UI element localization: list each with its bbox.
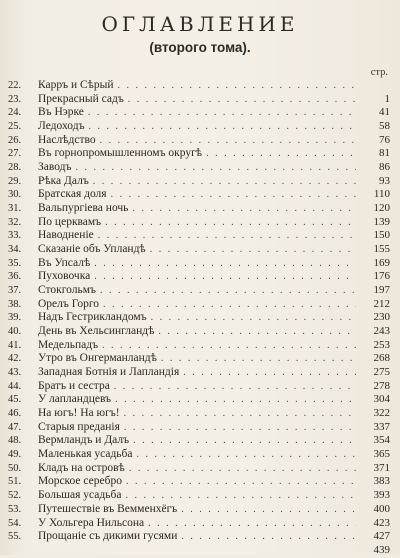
dot-leader [111,188,356,202]
dot-leader [181,530,356,544]
toc-entry-number: 39. [8,312,22,324]
toc-entry-page: 197 [373,284,390,297]
dot-leader [115,393,356,407]
page-title: ОГЛАВЛЕНИЕ [101,12,299,36]
toc-entry [8,202,390,216]
toc-entry-title: Кладъ на островѣ [38,461,125,474]
toc-entry-page: 427 [373,530,390,543]
toc-entry-page: 150 [373,229,390,242]
toc-entry [8,489,390,503]
dot-leader [125,489,356,503]
dot-leader [94,257,356,271]
toc-entry-number: 27. [8,148,22,160]
dot-leader [124,421,356,435]
toc-entry-number: 31. [8,203,22,215]
toc-entry-number: 50. [8,462,22,474]
toc-entry-page: 230 [373,311,390,324]
toc-entry-number: 36. [8,271,22,283]
toc-entry-title: Западная Ботнія и Лапландія [38,366,180,379]
toc-entry-title: Надъ Гестрикландомъ [38,311,147,324]
dot-leader [151,311,356,325]
toc-entry-number: 32. [8,216,22,228]
toc-entry-page: 304 [373,393,390,406]
table-of-contents [8,79,390,558]
dot-leader [137,448,356,462]
toc-entry-number: 43. [8,367,22,379]
toc-entry-title: Прекрасный садъ [38,92,124,105]
toc-entry-number: 52. [8,490,22,502]
toc-entry-title: Орелъ Горго [38,297,100,310]
toc-entry [8,257,390,271]
toc-entry-page: 354 [373,434,390,447]
toc-entry-page: 1 [384,92,390,105]
toc-entry-title: День въ Хельсингландѣ [38,325,155,338]
toc-entry [8,530,390,544]
dot-leader [158,325,356,339]
toc-entry [8,270,390,284]
toc-entry-number: 37. [8,285,22,297]
dot-leader [98,229,356,243]
dot-leader [103,298,356,312]
dot-leader [129,462,356,476]
toc-entry [8,284,390,298]
dot-leader [102,339,356,353]
dot-leader [89,120,356,134]
toc-entry-page: 337 [373,420,390,433]
toc-entry-page: 76 [379,133,390,146]
toc-entry-page: 41 [379,106,390,119]
toc-entry-page: 322 [373,407,390,420]
toc-entry-title: Наводненіе [38,229,94,242]
toc-entry [8,147,390,161]
toc-entry-number: 53. [8,503,22,515]
toc-entry [8,106,390,120]
toc-entry [8,475,390,489]
toc-entry [8,503,390,517]
toc-entry-number: 44. [8,380,22,392]
toc-entry-title: У лапландцевъ [38,393,112,406]
toc-entry [8,79,390,93]
dot-leader [124,407,356,421]
toc-entry-number: 35. [8,257,22,269]
toc-entry-page: 253 [373,338,390,351]
dot-leader [128,93,356,107]
toc-entry-title: Стокгольмъ [38,284,96,297]
toc-entry-number: 54. [8,517,22,529]
toc-entry-page: 423 [373,516,390,529]
toc-entry-page: 371 [373,461,390,474]
toc-entry [8,325,390,339]
toc-entry-title: Пуховочка [38,270,91,283]
toc-entry-number: 30. [8,189,22,201]
toc-entry [8,393,390,407]
toc-entry-title: На югъ! На югъ! [38,407,120,420]
toc-entry-title: Братская доля [38,188,107,201]
toc-entry [8,352,390,366]
dot-leader [93,175,356,189]
toc-entry [8,93,390,107]
toc-entry-page: 365 [373,448,390,461]
toc-entry [8,544,390,558]
toc-entry-page: 212 [373,297,390,310]
toc-entry-number: 47. [8,421,22,433]
toc-entry-title: Въ горнопромышленномъ округѣ [38,147,203,160]
toc-entry-page: 268 [373,352,390,365]
toc-entry-title: Въ Упсалѣ [38,256,91,269]
toc-entry-title: Старыя преданія [38,420,120,433]
toc-entry-title: Сказаніе объ Упландѣ [38,243,146,256]
toc-entry-title: Наслѣдство [38,133,96,146]
toc-entry-number: 29. [8,175,22,187]
toc-entry-title: Маленькая усадьба [38,448,133,461]
toc-entry-page: 86 [379,161,390,174]
toc-entry-number: 45. [8,394,22,406]
toc-entry-number: 22. [8,80,22,91]
toc-entry-title: Въ Нэрке [38,106,84,119]
dot-leader [181,503,356,517]
toc-entry-title: У Хольгера Нильсона [38,516,145,529]
toc-entry-number: 24. [8,107,22,119]
toc-entry [8,134,390,148]
toc-entry-title: Вермландъ и Далъ [38,434,130,447]
dot-leader [94,270,356,284]
toc-entry-number: 23. [8,93,22,105]
toc-entry [8,229,390,243]
toc-entry-page: 81 [379,147,390,160]
dot-leader [100,284,356,298]
toc-entry [8,188,390,202]
toc-entry [8,298,390,312]
toc-entry-number: 26. [8,134,22,146]
toc-entry-title: Морское серебро [38,475,122,488]
dot-leader [133,434,356,448]
toc-entry-page: 275 [373,366,390,379]
toc-entry-number: 55. [8,531,22,543]
dot-leader [183,366,356,380]
toc-entry-title: Медельпадъ [38,338,99,351]
toc-entry-number: 25. [8,121,22,133]
toc-entry-number: 46. [8,408,22,420]
dot-leader [105,216,356,230]
toc-entry-number: 34. [8,244,22,256]
toc-entry-page: 139 [373,215,390,228]
toc-entry-title: Вальпургіева ночь [38,202,129,215]
toc-entry [8,216,390,230]
dot-leader [150,243,356,257]
toc-entry-title: Братъ и сестра [38,379,110,392]
dot-leader [161,352,356,366]
toc-entry-number: 42. [8,353,22,365]
toc-entry-title: Карръ и Сѣрый [38,79,114,91]
toc-entry-page: 120 [373,202,390,215]
toc-entry [8,462,390,476]
toc-entry-page: 383 [373,475,390,488]
toc-entry-page: 439 [373,543,390,556]
dot-leader [132,202,356,216]
toc-entry [8,434,390,448]
toc-entry [8,517,390,531]
toc-entry-title: Путешествіе въ Вемменхёгъ [38,502,178,515]
page-subtitle: (второго тома). [149,40,251,55]
dot-leader [118,79,356,93]
dot-leader [148,517,356,531]
dot-leader [88,106,356,120]
toc-entry-number: 33. [8,230,22,242]
toc-entry-page: 176 [373,270,390,283]
dot-leader [100,134,356,148]
toc-entry-number: 51. [8,476,22,488]
dot-leader [114,380,356,394]
dot-leader [75,161,356,175]
toc-entry [8,175,390,189]
dot-leader [206,147,356,161]
toc-entry-title: Большая усадьба [38,489,122,502]
toc-entry [8,120,390,134]
toc-entry-page: 400 [373,502,390,515]
toc-entry [8,366,390,380]
toc-entry [8,311,390,325]
page-column-header: стр. [370,67,388,78]
toc-entry-title: По церквамъ [38,215,102,228]
toc-entry [8,161,390,175]
toc-entry-page: 278 [373,379,390,392]
toc-entry-title: Рѣка Далъ [38,174,89,187]
toc-entry-number: 28. [8,162,22,174]
toc-entry-title: Ледоходъ [38,120,85,133]
toc-entry-page: 393 [373,489,390,502]
toc-entry-page: 58 [379,120,390,133]
toc-entry [8,448,390,462]
toc-entry [8,421,390,435]
toc-entry-number: 48. [8,435,22,447]
toc-entry [8,243,390,257]
toc-entry-title: Прощаніе съ дикими гусями [38,530,178,543]
dot-leader [126,475,356,489]
toc-entry-page: 169 [373,256,390,269]
toc-entry [8,380,390,394]
toc-entry-page: 110 [373,188,390,201]
toc-entry-number: 38. [8,298,22,310]
toc-entry-number: 49. [8,449,22,461]
toc-entry-page: 155 [373,243,390,256]
toc-entry-number: 40. [8,326,22,338]
toc-entry-page: 243 [373,325,390,338]
toc-entry-number: 41. [8,339,22,351]
toc-entry [8,339,390,353]
toc-entry [8,407,390,421]
toc-entry-title: Утро въ Онгерманландѣ [38,352,157,365]
toc-entry-title: Заводъ [38,161,72,174]
toc-entry-page: 93 [379,174,390,187]
